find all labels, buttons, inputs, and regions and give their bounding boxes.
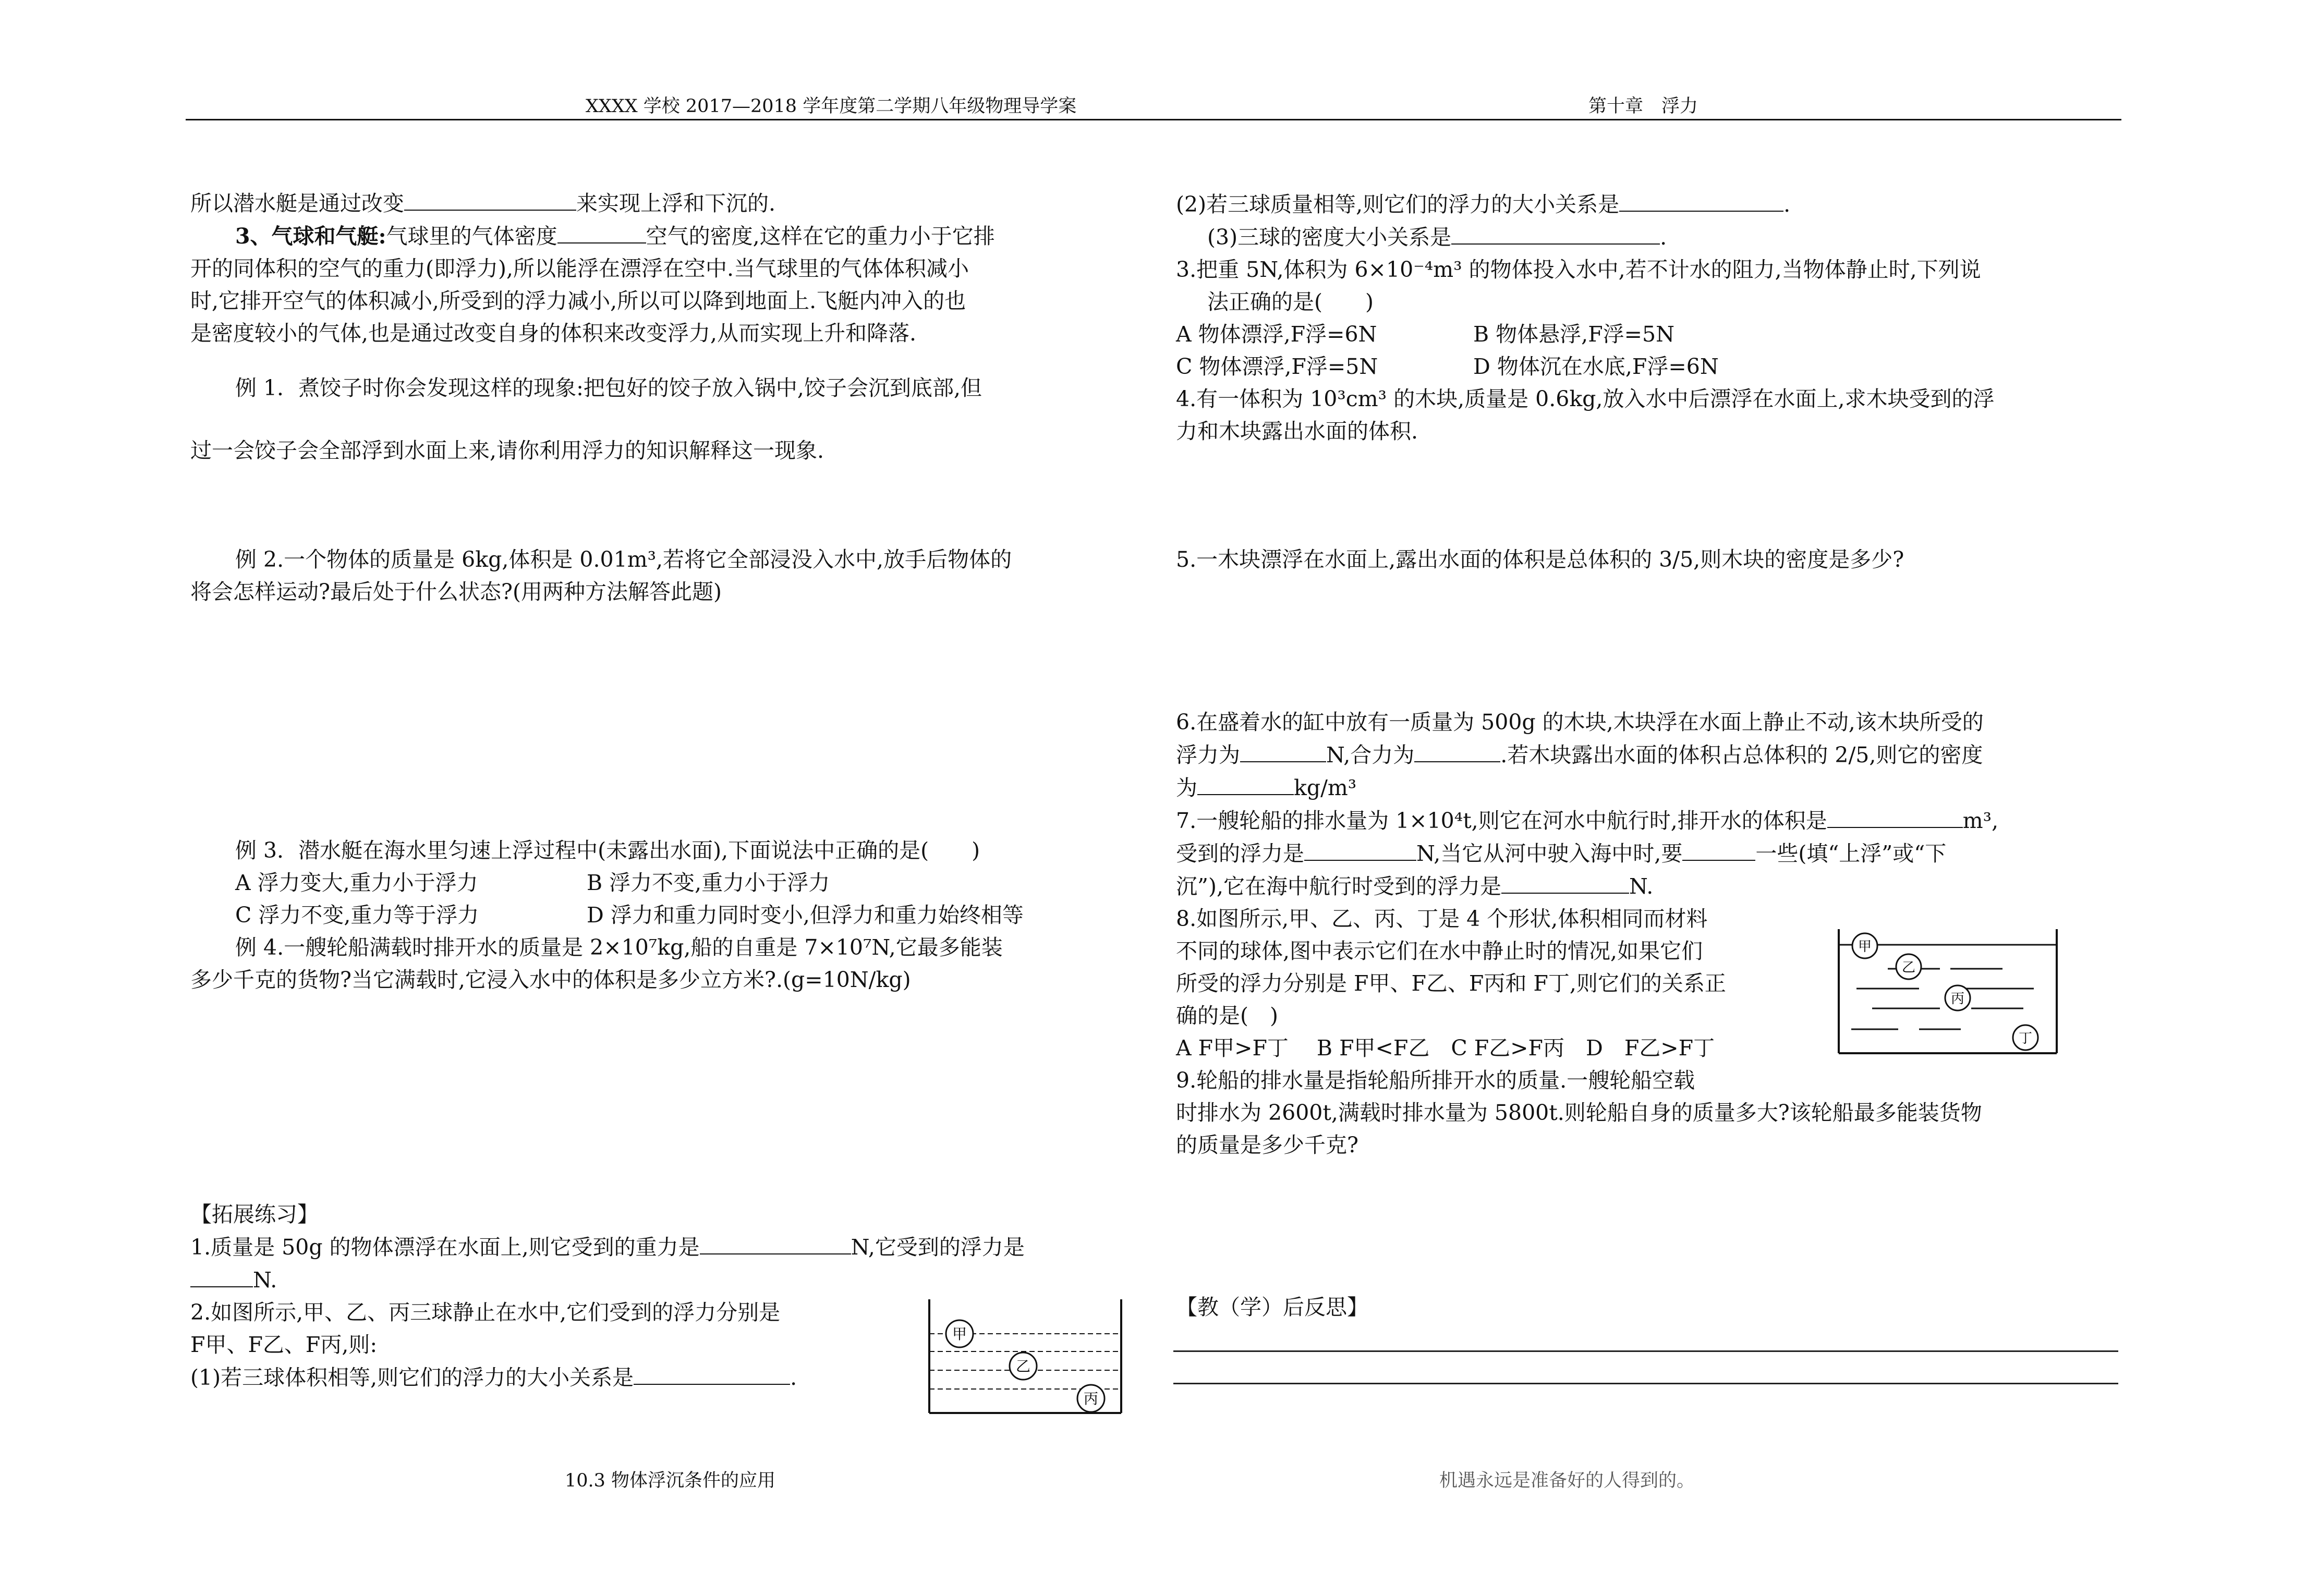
blank bbox=[404, 187, 576, 211]
right-q3-options-ab: A 物体漂浮,F浮=6N B 物体悬浮,F浮=5N bbox=[1176, 322, 1674, 347]
right-column-top bbox=[1176, 188, 2125, 447]
ball-bing-label: 丙 bbox=[1950, 991, 1965, 1007]
example-3 bbox=[190, 834, 1139, 996]
right-q6-line-2: 浮力为 N,合力为 .若木块露出水面的体积占总体积的 2/5,则它的密度 bbox=[1176, 738, 2125, 771]
right-q8-line-4: 确的是( ) bbox=[1176, 1003, 1278, 1028]
right-q2-part2: (2)若三球质量相等,则它们的浮力的大小关系是 . bbox=[1176, 188, 2125, 221]
right-q6-line-1: 6.在盛着水的缸中放有一质量为 500g 的木块,木块浮在水面上静止不动,该木块所受的 bbox=[1176, 710, 1984, 735]
left-para-3: 开的同体积的空气的重力(即浮力),所以能浮在漂浮在空中.当气球里的气体体积减小 bbox=[190, 256, 969, 281]
header-rule bbox=[186, 119, 2121, 120]
left-para-1: 所以潜水艇是通过改变 来实现上浮和下沉的. bbox=[190, 187, 1139, 220]
ext-question-1: 1.质量是 50g 的物体漂浮在水面上,则它受到的重力是 N,它受到的浮力是 bbox=[190, 1230, 1139, 1263]
right-q3-line-2: 法正确的是( ) bbox=[1207, 289, 1374, 314]
example-3-question: 例 3．潜水艇在海水里匀速上浮过程中(未露出水面),下面说法中正确的是( ) bbox=[235, 838, 980, 863]
figure-three-balls bbox=[927, 1297, 1125, 1416]
blank bbox=[1414, 738, 1500, 762]
blank bbox=[1451, 221, 1660, 245]
example-4-line-2: 多少千克的货物?当它满载时,它浸入水中的体积是多少立方米?.(g=10N/kg) bbox=[190, 967, 911, 992]
left-para-5: 是密度较小的气体,也是通过改变自身的体积来改变浮力,从而实现上升和降落. bbox=[190, 321, 917, 346]
blank bbox=[557, 220, 646, 243]
example-2 bbox=[190, 543, 1139, 608]
ext-question-2-line-2: F甲、F乙、F丙,则: bbox=[190, 1332, 378, 1357]
right-q9-line-3: 的质量是多少千克? bbox=[1176, 1132, 1358, 1158]
right-q3-options-cd: C 物体漂浮,F浮=5N D 物体沉在水底,F浮=6N bbox=[1176, 354, 1719, 379]
left-para-4: 时,它排开空气的体积减小,所受到的浮力减小,所以可以降到地面上.飞艇内冲入的也 bbox=[190, 288, 966, 313]
right-q9-line-2: 时排水为 2600t,满载时排水量为 5800t.则轮船自身的质量多大?该轮船最多能装货物 bbox=[1176, 1100, 1982, 1125]
example-1-line-2: 过一会饺子会全部浮到水面上来,请你利用浮力的知识解释这一现象. bbox=[190, 438, 824, 463]
footer-left: 10.3 物体浮沉条件的应用 bbox=[565, 1470, 776, 1491]
right-q8-line-3: 所受的浮力分别是 F甲、F乙、F丙和 F丁,则它们的关系正 bbox=[1176, 971, 1726, 996]
ext-question-2-line-1: 2.如图所示,甲、乙、丙三球静止在水中,它们受到的浮力分别是 bbox=[190, 1300, 781, 1325]
blank bbox=[634, 1361, 790, 1385]
left-para-2: 3、气球和气艇:气球里的气体密度 空气的密度,这样在它的重力小于它排 bbox=[190, 220, 1139, 252]
ball-jia-label: 甲 bbox=[952, 1325, 967, 1343]
blank bbox=[1501, 870, 1629, 894]
example-2-line-1: 例 2.一个物体的质量是 6kg,体积是 0.01m³,若将它全部浸没入水中,放手后物体的 bbox=[235, 547, 1012, 572]
right-q5 bbox=[1176, 543, 2125, 576]
blank bbox=[1197, 771, 1294, 795]
header-right-title: 第十章 浮力 bbox=[1588, 96, 1698, 117]
right-q6-line-3: 为 kg/m³ bbox=[1176, 771, 2125, 804]
right-q8-options: A F甲>F丁 B F甲<F乙 C F乙>F丙 D F乙>F丁 bbox=[1176, 1035, 1715, 1061]
blank bbox=[1682, 837, 1755, 861]
right-q4-line-1: 4.有一体积为 10³cm³ 的木块,质量是 0.6kg,放入水中后漂浮在水面上,求木块受到的浮 bbox=[1176, 386, 1995, 411]
ball-bing-label: 丙 bbox=[1083, 1390, 1099, 1407]
extension-title: 【拓展练习】 bbox=[190, 1202, 319, 1227]
example-3-options-cd: C 浮力不变,重力等于浮力 D 浮力和重力同时变小,但浮力和重力始终相等 bbox=[235, 903, 1024, 928]
figure-four-balls bbox=[1836, 927, 2060, 1056]
ball-jia-label: 甲 bbox=[1858, 939, 1872, 955]
blank bbox=[1619, 188, 1783, 212]
right-q7-line-3: 沉”),它在海中航行时受到的浮力是 N. bbox=[1176, 870, 2125, 903]
left-column bbox=[190, 187, 1139, 349]
reflection-line-1 bbox=[1173, 1350, 2118, 1352]
example-3-options-ab: A 浮力变大,重力小于浮力 B 浮力不变,重力小于浮力 bbox=[235, 870, 830, 895]
right-q8-line-1: 8.如图所示,甲、乙、丙、丁是 4 个形状,体积相同而材料 bbox=[1176, 906, 1708, 931]
example-4-line-1: 例 4.一艘轮船满载时排开水的质量是 2×10⁷kg,船的自重是 7×10⁷N,它最多能装 bbox=[235, 935, 1003, 960]
ball-yi-label: 乙 bbox=[1901, 960, 1916, 976]
right-q2-part3: (3)三球的密度大小关系是 . bbox=[1176, 221, 2125, 253]
footer-right: 机遇永远是准备好的人得到的。 bbox=[1439, 1470, 1695, 1491]
right-q4-line-2: 力和木块露出水面的体积. bbox=[1176, 419, 1418, 444]
ball-ding-label: 丁 bbox=[2018, 1031, 2033, 1046]
example-1 bbox=[190, 357, 1139, 482]
blank bbox=[700, 1230, 851, 1254]
blank bbox=[190, 1263, 253, 1287]
reflection-line-2 bbox=[1173, 1383, 2118, 1384]
blank bbox=[1304, 837, 1416, 861]
example-1-line-1: 例 1．煮饺子时你会发现这样的现象:把包好的饺子放入锅中,饺子会沉到底部,但 bbox=[235, 375, 982, 400]
ext-question-2-line-3: (1)若三球体积相等,则它们的浮力的大小关系是 . bbox=[190, 1361, 1139, 1394]
right-q7-line-1: 7.一艘轮船的排水量为 1×10⁴t,则它在河水中航行时,排开水的体积是 m³, bbox=[1176, 804, 2125, 837]
reflection-section bbox=[1176, 1291, 2125, 1323]
blank bbox=[1827, 804, 1963, 828]
ball-yi-label: 乙 bbox=[1015, 1358, 1031, 1375]
right-q3-line-1: 3.把重 5N,体积为 6×10⁻⁴m³ 的物体投入水中,若不计水的阻力,当物体静止时,下列说 bbox=[1176, 257, 1981, 282]
blank bbox=[1240, 738, 1326, 762]
header-left-title: XXXX 学校 2017—2018 学年度第二学期八年级物理导学案 bbox=[586, 96, 1077, 117]
ext-question-1-end: N. bbox=[190, 1263, 1139, 1296]
reflection-title: 【教（学）后反思】 bbox=[1176, 1295, 1368, 1320]
right-q8-line-2: 不同的球体,图中表示它们在水中静止时的情况,如果它们 bbox=[1176, 939, 1703, 964]
right-q7-line-2: 受到的浮力是 N,当它从河中驶入海中时,要 一些(填“上浮”或“下 bbox=[1176, 837, 2125, 870]
right-q5-text: 5.一木块漂浮在水面上,露出水面的体积是总体积的 3/5,则木块的密度是多少? bbox=[1176, 547, 1904, 572]
example-2-line-2: 将会怎样运动?最后处于什么状态?(用两种方法解答此题) bbox=[190, 579, 722, 604]
right-q9-line-1: 9.轮船的排水量是指轮船所排开水的质量.一艘轮船空载 bbox=[1176, 1068, 1695, 1093]
